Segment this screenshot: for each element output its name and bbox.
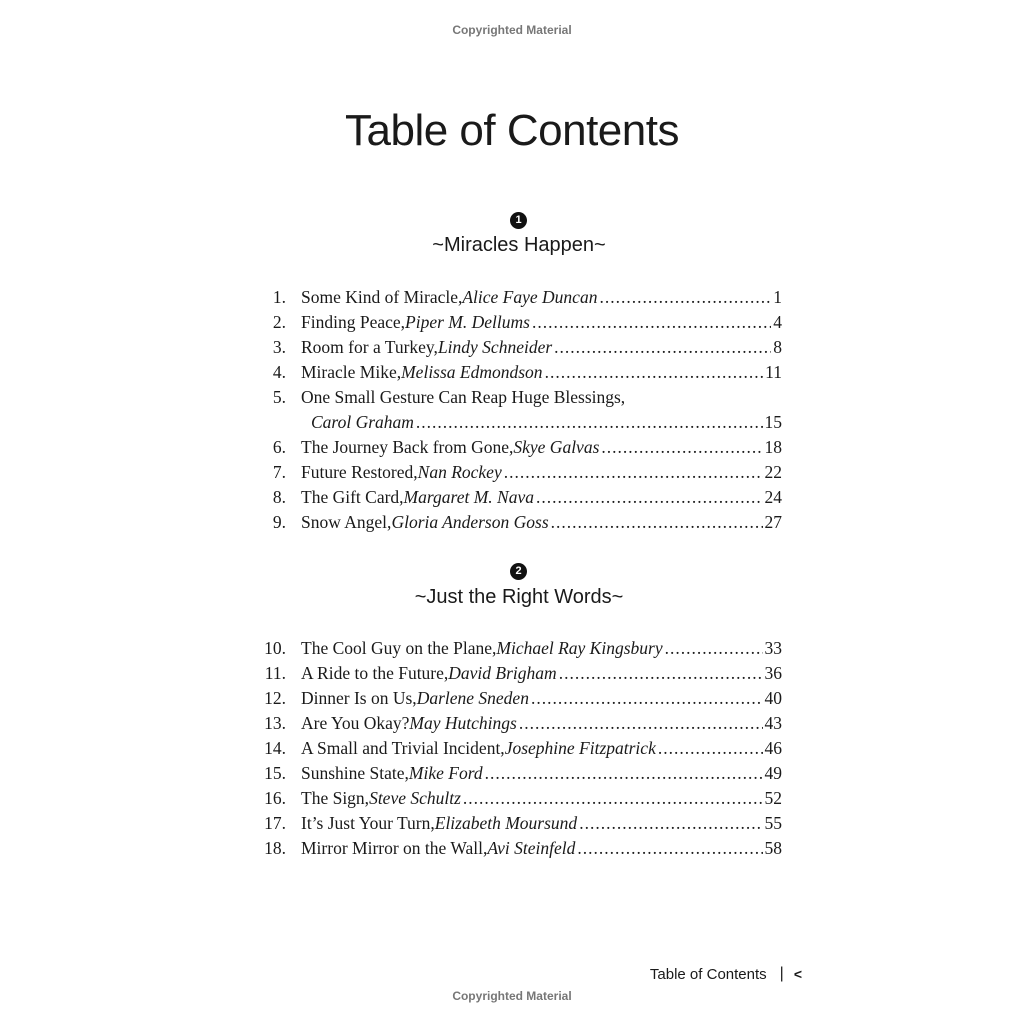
copyright-header: Copyrighted Material [452,23,572,37]
entry-title: The Journey Back from Gone, [301,437,514,457]
dot-leader [665,636,763,661]
entry-author: Nan Rockey [417,462,502,482]
entry-author: Avi Steinfeld [487,838,576,858]
entry-title: Some Kind of Miracle, [301,287,463,307]
entry-number: 5. [272,387,286,407]
toc-entry[interactable] [258,686,782,711]
entry-page: 52 [764,788,782,808]
dot-leader [658,736,763,761]
entry-author: Melissa Edmondson [401,362,543,382]
page-title: Table of Contents [345,106,679,155]
toc-entry[interactable] [258,636,782,661]
entry-author: Gloria Anderson Goss [391,512,549,532]
footer-separator: | [779,965,784,982]
entry-number: 12. [264,688,286,708]
entry-title: The Cool Guy on the Plane, [301,638,497,658]
entry-number: 3. [272,337,286,357]
copyright-footer: Copyrighted Material [452,989,572,1003]
dot-leader [485,761,763,786]
dot-leader [532,310,771,335]
section-title: ~Just the Right Words~ [414,586,624,608]
section-number-badge: 2 [510,563,527,580]
section-number-badge: 1 [510,212,527,229]
entry-number: 4. [272,362,286,382]
entry-page: 36 [764,663,782,683]
entry-page: 22 [764,462,782,482]
entry-title: The Gift Card, [301,487,404,507]
section-title: ~Miracles Happen~ [432,234,606,256]
entry-author: Josephine Fitzpatrick [504,738,656,758]
entry-page: 27 [764,512,782,532]
toc-entry[interactable] [258,836,782,861]
toc-entry[interactable] [258,711,782,736]
entry-page: 8 [773,337,782,357]
entry-author: David Brigham [448,663,557,683]
dot-leader [463,786,763,811]
toc-entry[interactable] [258,510,782,535]
toc-entry[interactable] [258,435,782,460]
entry-title: Mirror Mirror on the Wall, [301,838,488,858]
entry-number: 7. [272,462,286,482]
toc-list [258,636,782,861]
entry-page: 1 [773,287,782,307]
entry-number: 17. [264,813,286,833]
dot-leader [519,711,763,736]
entry-number: 9. [272,512,286,532]
entry-title: Snow Angel, [301,512,392,532]
entry-author: Michael Ray Kingsbury [496,638,663,658]
dot-leader [601,435,762,460]
entry-number: 15. [264,763,286,783]
entry-title: Miracle Mike, [301,362,402,382]
entry-number: 6. [272,437,286,457]
entry-number: 18. [264,838,286,858]
dot-leader [559,661,763,686]
dot-leader [531,686,763,711]
entry-page: 15 [764,412,782,432]
toc-list [258,285,782,535]
entry-title: Future Restored, [301,462,418,482]
entry-title: Sunshine State, [301,763,409,783]
entry-number: 10. [264,638,286,658]
dot-leader [577,836,762,861]
entry-page: 24 [764,487,782,507]
entry-author: Darlene Sneden [416,688,529,708]
running-title: Table of Contents [649,965,767,983]
toc-entry[interactable] [258,310,782,335]
entry-page: 43 [764,713,782,733]
entry-title: Finding Peace, [301,312,406,332]
entry-title: Room for a Turkey, [301,337,438,357]
entry-page: 11 [765,362,782,382]
dot-leader [536,485,763,510]
toc-entry[interactable] [258,736,782,761]
entry-author: Mike Ford [408,763,483,783]
entry-title: Are You Okay? [301,713,410,733]
entry-title: A Small and Trivial Incident, [301,738,505,758]
dot-leader [579,811,762,836]
entry-number: 13. [264,713,286,733]
dot-leader [504,460,763,485]
toc-entry[interactable] [258,485,782,510]
entry-author: Alice Faye Duncan [462,287,598,307]
entry-author: Steve Schultz [369,788,461,808]
toc-entry[interactable] [258,335,782,360]
dot-leader [416,410,763,435]
dot-leader [551,510,763,535]
dot-leader [554,335,771,360]
entry-number: 1. [272,287,286,307]
entry-author: Elizabeth Moursund [434,813,578,833]
entry-author: May Hutchings [409,713,517,733]
dot-leader [545,360,764,385]
entry-page: 33 [764,638,782,658]
entry-page: 40 [764,688,782,708]
toc-entry[interactable] [258,285,782,310]
entry-page: 55 [764,813,782,833]
entry-page: 46 [764,738,782,758]
entry-number: 8. [272,487,286,507]
toc-entry[interactable] [258,761,782,786]
dot-leader [599,285,771,310]
entry-page: 4 [773,312,782,332]
entry-title: It’s Just Your Turn, [301,813,435,833]
entry-author: Carol Graham [311,412,414,432]
entry-author: Piper M. Dellums [405,312,530,332]
entry-number: 14. [264,738,286,758]
entry-author: Lindy Schneider [437,337,553,357]
toc-entry[interactable] [258,360,782,385]
entry-number: 11. [264,663,286,683]
toc-entry[interactable] [258,385,782,435]
toc-entry[interactable] [258,811,782,836]
entry-title: One Small Gesture Can Reap Huge Blessings, [301,387,626,407]
entry-title: A Ride to the Future, [301,663,449,683]
entry-number: 2. [272,312,286,332]
entry-page: 49 [764,763,782,783]
page-marker-icon: < [793,966,802,982]
entry-page: 18 [764,437,782,457]
entry-page: 58 [764,838,782,858]
toc-entry[interactable] [258,661,782,686]
entry-author: Margaret M. Nava [403,487,534,507]
entry-author: Skye Galvas [513,437,600,457]
entry-title: Dinner Is on Us, [301,688,417,708]
entry-title: The Sign, [301,788,370,808]
toc-entry[interactable] [258,786,782,811]
entry-number: 16. [264,788,286,808]
toc-entry[interactable] [258,460,782,485]
running-footer [650,965,802,983]
